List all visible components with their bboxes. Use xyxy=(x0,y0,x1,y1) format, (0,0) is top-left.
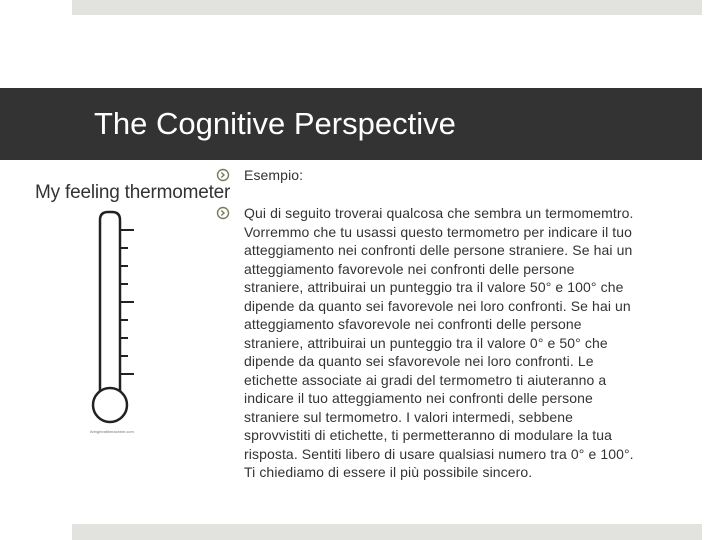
bottom-decor-bar xyxy=(72,524,702,540)
bullet-line: straniere, attribuirai un punteggio tra il valore 0° e 50° che xyxy=(244,334,608,351)
thermometer-caption: My feeling thermometer xyxy=(35,182,231,203)
bullet-example xyxy=(216,166,303,185)
bullet-line: dipende da quanto sei favorevole nei loro confronti. Se hai un xyxy=(244,297,631,314)
bullet-line: atteggiamento favorevole nei confronti delle persone xyxy=(244,260,575,277)
bullet-instructions xyxy=(216,204,712,482)
bullet-line: etichette associate ai gradi del termometro ti aiuteranno a xyxy=(244,371,607,388)
bullet-line: dipende da quanto sei sfavorevole nei loro confronti. Le xyxy=(244,353,594,369)
bullet-line: straniere sul termometro. I valori intermedi, sebbene xyxy=(244,408,573,425)
thermometer-image xyxy=(30,180,210,440)
target-circle-icon xyxy=(216,206,230,220)
bullet-text xyxy=(244,166,303,185)
bullet-line: Ti chiediamo di essere il più possibile sincero. xyxy=(244,464,533,480)
thermometer-bulb xyxy=(93,388,127,422)
bullet-line: Esempio: xyxy=(244,167,304,183)
thermometer-tube xyxy=(100,212,120,400)
slide-title: The Cognitive Perspective xyxy=(94,106,456,141)
bullet-line: Vorremmo che tu usassi questo termometro per indicare il tuo xyxy=(244,223,633,240)
bullet-line: risposta. Sentiti libero di usare qualsiasi numero tra 0° e 100°. xyxy=(244,445,634,462)
top-decor-bar xyxy=(72,0,702,15)
bullet-line: sprovvistiti di etichette, ti permetteranno di modulare la tua xyxy=(244,427,613,443)
thermometer-ticks xyxy=(120,230,134,374)
bullet-line: atteggiamento nei confronti delle persone straniere. Se hai un xyxy=(244,242,633,258)
bullet-line: straniere, attribuirai un punteggio tra il valore 50° e 100° che xyxy=(244,279,624,295)
bullet-text xyxy=(244,204,712,482)
bullet-line: Qui di seguito troverai qualcosa che sembra un termomemtro. xyxy=(244,205,634,221)
bullet-line: indicare il tuo atteggiamento nei confronti delle persone xyxy=(244,390,593,406)
target-circle-icon xyxy=(216,168,230,182)
thermometer-credit: livinghealthmachine.com xyxy=(90,429,134,434)
bullet-line: atteggiamento sfavorevole nei confronti delle persone xyxy=(244,316,582,332)
